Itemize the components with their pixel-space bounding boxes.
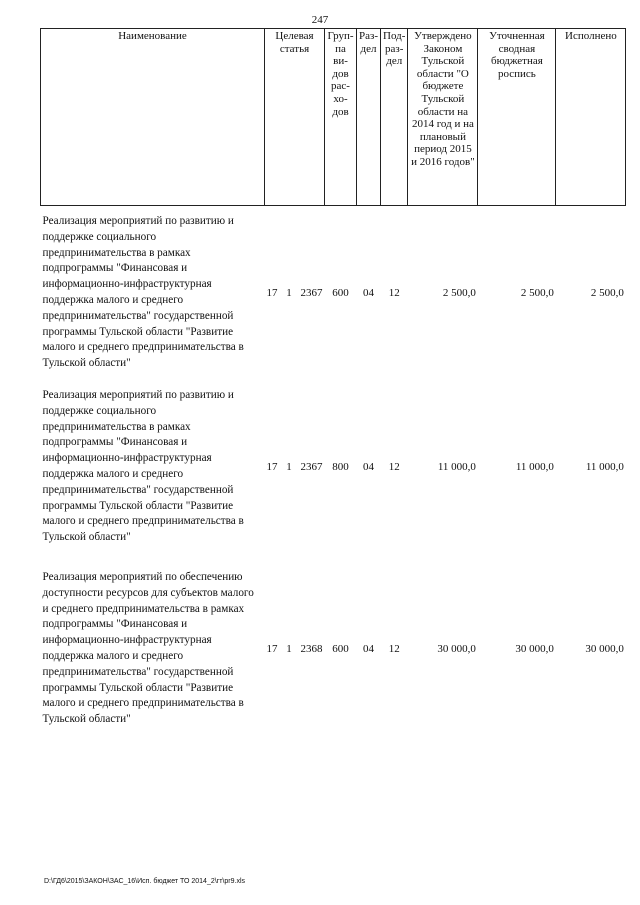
row-expense-group: 600 — [332, 642, 349, 655]
row-executed: 30 000,0 — [585, 642, 624, 655]
row-subsection: 12 — [388, 460, 400, 473]
row-executed: 2 500,0 — [590, 286, 624, 299]
row-target-article: 17 1 2367 — [266, 460, 323, 473]
header-subsection: Под- раз- дел — [381, 29, 408, 206]
footer-file-path: D:\ГД6\2015\ЗАКОН\ЗАС_16\Исп. бюджет ТО 2014_2\гт\pr9.xls — [44, 878, 245, 885]
header-name: Наименование — [41, 29, 265, 206]
row-subsection: 12 — [388, 286, 400, 299]
header-target-article: Целевая статья — [265, 29, 325, 206]
header-row — [41, 29, 626, 206]
header-approved: Утверждено Законом Тульской области "О бюджете Тульской области на 2014 год и на плановый период 2015 и 2016 годов" — [408, 29, 478, 206]
table-row — [41, 206, 626, 381]
row-revised: 11 000,0 — [515, 460, 554, 473]
row-subsection: 12 — [388, 642, 400, 655]
table-row — [41, 554, 626, 744]
row-name: Реализация мероприятий по развитию и поддержке социального предпринимательства в рамках подпрограммы "Финансовая и информационно-инфраструктурная поддержка малого и среднего предпринимательства" государственной программы Тульской области "Развитие малого и среднего предпринимательства в Тульской области" — [42, 389, 244, 544]
row-target-article: 17 1 2368 — [266, 642, 323, 655]
header-executed: Исполнено — [556, 29, 626, 206]
header-section: Раз- дел — [357, 29, 381, 206]
row-executed: 11 000,0 — [585, 460, 624, 473]
row-target-article: 17 1 2367 — [266, 286, 323, 299]
row-revised: 30 000,0 — [515, 642, 554, 655]
header-expense-group: Груп- па ви- дов рас- хо- дов — [325, 29, 357, 206]
header-revised: Уточненная сводная бюджетная роспись — [478, 29, 556, 206]
row-approved: 30 000,0 — [437, 642, 476, 655]
row-approved: 11 000,0 — [437, 460, 476, 473]
budget-table — [40, 28, 626, 744]
table-row — [41, 380, 626, 554]
row-name: Реализация мероприятий по обеспечению доступности ресурсов для субъектов малого и среднего предпринимательства в рамках подпрограммы "Финансовая и информационно-инфраструктурная поддержка малого и среднего предпринимательства" государственной программы Тульской области "Развитие малого и среднего предпринимательства в Тульской области" — [42, 571, 254, 726]
row-section: 04 — [363, 642, 374, 655]
row-expense-group: 600 — [332, 286, 349, 299]
row-revised: 2 500,0 — [520, 286, 554, 299]
row-expense-group: 800 — [332, 460, 349, 473]
row-section: 04 — [363, 460, 374, 473]
row-name: Реализация мероприятий по развитию и поддержке социального предпринимательства в рамках подпрограммы "Финансовая и информационно-инфраструктурная поддержка малого и среднего предпринимательства" государственной программы Тульской области "Развитие малого и среднего предпринимательства в Тульской области" — [42, 215, 244, 370]
row-approved: 2 500,0 — [442, 286, 476, 299]
page-number: 247 — [311, 14, 329, 26]
row-section: 04 — [363, 286, 374, 299]
